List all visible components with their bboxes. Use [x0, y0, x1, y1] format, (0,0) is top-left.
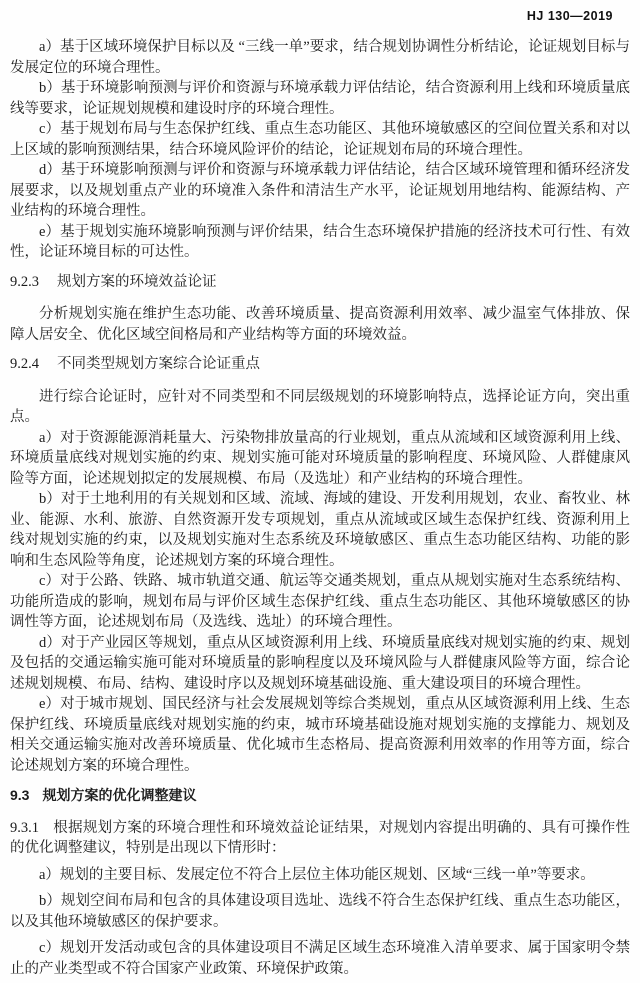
section-number: 9.2.3: [10, 273, 39, 290]
paragraph: b）对于土地利用的有关规划和区域、流域、海域的建设、开发利用规划，农业、畜牧业、林业、能源、水利、旅游、自然资源开发专项规划，重点从流域或区域生态保护红线、资源利用上线对规划实施的约束，以及规划实施对生态系统及环境敏感区、重点生态功能区结构、功能的影响和生态风险等角度，论述规划方案的环境合理性。: [10, 491, 630, 569]
clause-number: 9.3.1: [10, 819, 39, 836]
paragraph: c）对于公路、铁路、城市轨道交通、航运等交通类规划，重点从规划实施对生态系统结构、功能所造成的影响，规划布局与评价区域生态保护红线、重点生态功能区、其他环境敏感区的协调性等方面，论述规划布局（及选线、选址）的环境合理性。: [10, 573, 630, 630]
list-item: b）规划空间布局和包含的具体建设项目选址、选线不符合生态保护红线、重点生态功能区，以及其他环境敏感区的保护要求。: [10, 893, 630, 930]
paragraph: d）对于产业园区等规划，重点从区域资源利用上线、环境质量底线对规划实施的约束、规划及包括的交通运输实施可能对环境质量的影响程度以及环境风险与人群健康风险等方面，综合论述规划规模、布局、结构、建设时序以及规划环境基础设施、重大建设项目的环境合理性。: [10, 634, 630, 692]
paragraph: 进行综合论证时，应针对不同类型和不同层级规划的环境影响特点，选择论证方向，突出重点。: [10, 388, 630, 425]
paragraph: 分析规划实施在维护生态功能、改善环境质量、提高资源利用效率、减少温室气体排放、保障人居安全、优化区域空间格局和产业结构等方面的环境效益。: [10, 306, 630, 343]
paragraph: a）对于资源能源消耗量大、污染物排放量高的行业规划，重点从流域和区域资源利用上线、环境质量底线对规划实施的约束、规划实施可能对环境质量的影响程度、环境风险、人群健康风险等方面，论述规划拟定的发展规模、布局（及选址）和产业结构的环境合理性。: [10, 429, 630, 487]
section-heading: [10, 354, 630, 375]
paragraph: e）对于城市规划、国民经济与社会发展规划等综合类规划，重点从区域资源利用上线、生态保护红线、环境质量底线对规划实施的约束，城市环境基础设施对规划实施的支撑能力、规划及相关交通运输实施对改善环境质量、优化城市生态格局、提高资源利用效率的作用等方面，综合论述规划方案的环境合理性。: [10, 696, 630, 774]
section-title: 不同类型规划方案综合论证重点: [57, 356, 260, 372]
numbered-paragraph: [10, 818, 630, 859]
section-heading: [10, 272, 630, 293]
section-heading: [10, 785, 630, 806]
list-item: a）规划的主要目标、发展定位不符合上层位主体功能区规划、区域“三线一单”等要求。: [39, 866, 595, 883]
section-number: 9.3: [10, 787, 30, 803]
section-title: 规划方案的优化调整建议: [42, 787, 197, 803]
doc-code-header: HJ 130—2019: [526, 9, 613, 23]
section-title: 规划方案的环境效益论证: [57, 273, 217, 290]
paragraph: d）基于环境影响预测与评价和资源与环境承载力评估结论，结合区域环境管理和循环经济发展要求，以及规划重点产业的环境准入条件和清洁生产水平，论证规划用地结构、能源结构、产业结构的环境合理性。: [10, 162, 630, 219]
paragraph-text: 根据规划方案的环境合理性和环境效益论证结果，对规划内容提出明确的、具有可操作性的优化调整建议，特别是出现以下情形时：: [10, 819, 630, 856]
paragraph: c）基于规划布局与生态保护红线、重点生态功能区、其他环境敏感区的空间位置关系和对以上区域的影响预测结果，结合环境风险评价的结论，论证规划布局的环境合理性。: [10, 121, 630, 158]
paragraph: a）基于区域环境保护目标以及 “三线一单”要求，结合规划协调性分析结论，论证规划目标与发展定位的环境合理性。: [10, 39, 630, 76]
list-item: c）规划开发活动或包含的具体建设项目不满足区域生态环境准入清单要求、属于国家明令禁止的产业类型或不符合国家产业政策、环境保护政策。: [10, 940, 630, 977]
section-number: 9.2.4: [10, 356, 39, 372]
paragraph: b）基于环境影响预测与评价和资源与环境承载力评估结论，结合资源利用上线和环境质量底线等要求，论证规划规模和建设时序的环境合理性。: [10, 80, 630, 117]
document-body: [0, 23, 640, 979]
paragraph: e）基于规划实施环境影响预测与评价结果，结合生态环境保护措施的经济技术可行性、有效性，论证环境目标的可达性。: [10, 223, 630, 260]
